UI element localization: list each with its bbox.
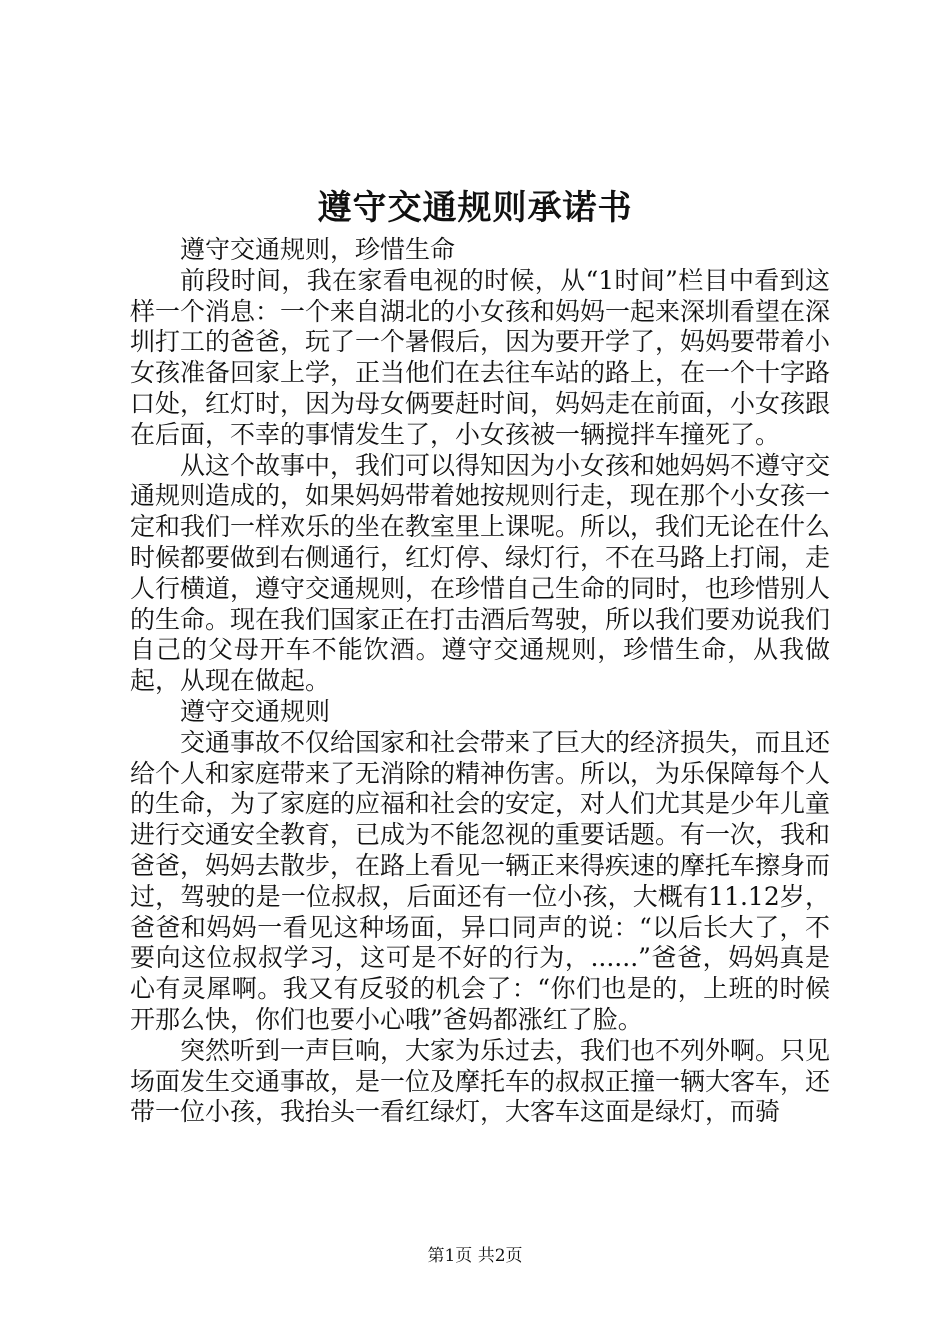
section-heading: 遵守交通规则 (180, 696, 331, 726)
document-body (130, 235, 830, 1128)
paragraph: 交通事故不仅给国家和社会带来了巨大的经济损失，而且还给个人和家庭带来了无消除的精神伤害。所以，为乐保障每个人的生命，为了家庭的应福和社会的安定，对人们尤其是少年儿童进行交通安全教育，已成为不能忽视的重要话题。有一次，我和爸爸，妈妈去散步，在路上看见一辆正来得疾速的摩托车擦身而过，驾驶的是一位叔叔，后面还有一位小孩，大概有11.12岁，爸爸和妈妈一看见这种场面，异口同声的说：“以后长大了，不要向这位叔叔学习，这可是不好的行为，......”爸爸，妈妈真是心有灵犀啊。我又有反驳的机会了：“你们也是的，上班的时候开那么快，你们也要小心哦”爸妈都涨红了脸。 (130, 727, 831, 1034)
document-title: 遵守交通规则承诺书 (317, 188, 633, 228)
paragraph: 突然听到一声巨响，大家为乐过去，我们也不列外啊。只见场面发生交通事故，是一位及摩托车的叔叔正撞一辆大客车，还带一位小孩，我抬头一看红绿灯，大客车这面是绿灯，而骑 (130, 1035, 831, 1127)
paragraph: 从这个故事中，我们可以得知因为小女孩和她妈妈不遵守交通规则造成的，如果妈妈带着她按规则行走，现在那个小女孩一定和我们一样欢乐的坐在教室里上课呢。所以，我们无论在什么时候都要做到右侧通行，红灯停、绿灯行，不在马路上打闹，走人行横道，遵守交通规则，在珍惜自己生命的同时，也珍惜别人的生命。现在我们国家正在打击酒后驾驶，所以我们要劝说我们自己的父母开车不能饮酒。遵守交通规则，珍惜生命，从我做起，从现在做起。 (130, 450, 831, 696)
section-heading: 遵守交通规则，珍惜生命 (180, 235, 456, 264)
page-footer: 第1页 共2页 (427, 1246, 523, 1266)
paragraph: 前段时间，我在家看电视的时候，从“1时间”栏目中看到这样一个消息：一个来自湖北的小女孩和妈妈一起来深圳看望在深圳打工的爸爸，玩了一个暑假后，因为要开学了，妈妈要带着小女孩准备回家上学，正当他们在去往车站的路上，在一个十字路口处，红灯时，因为母女俩要赶时间，妈妈走在前面，小女孩跟在后面，不幸的事情发生了，小女孩被一辆搅拌车撞死了。 (130, 265, 831, 449)
